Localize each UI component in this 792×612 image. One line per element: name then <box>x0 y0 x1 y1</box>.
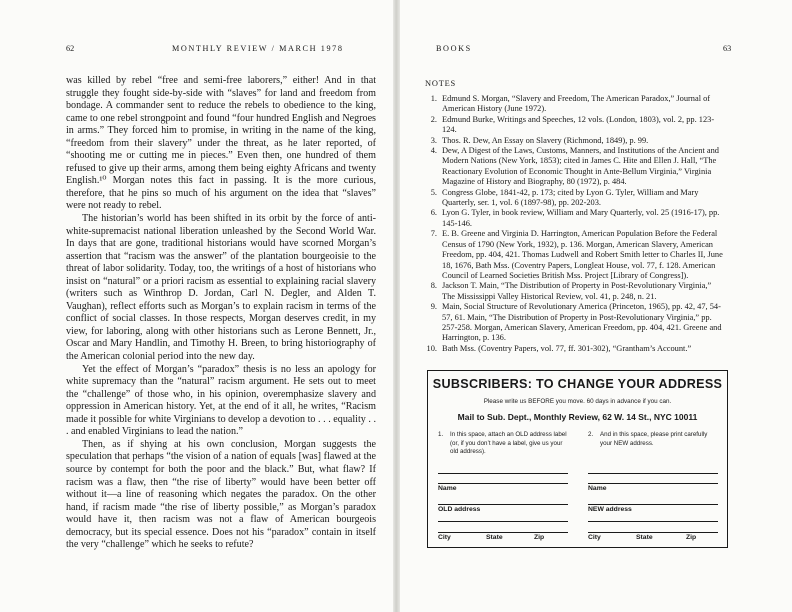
new-address-label: NEW address <box>588 506 632 513</box>
note-item <box>425 344 725 354</box>
running-head-right: BOOKS <box>436 44 472 53</box>
instruction-text: In this space, attach an OLD address label (or, if you don’t have a label, give us your old address). <box>450 431 567 456</box>
note-item <box>425 229 725 281</box>
notes-list <box>425 94 725 354</box>
note-number: 7. <box>430 229 437 239</box>
old-name-line[interactable] <box>438 483 568 484</box>
running-head-left: MONTHLY REVIEW / MARCH 1978 <box>172 44 344 53</box>
new-city-line[interactable] <box>588 532 718 533</box>
note-text: Edmund S. Morgan, “Slavery and Freedom, The American Paradox,” Journal of American History (June 1972). <box>442 94 711 114</box>
paragraph-3: Yet the effect of Morgan’s “paradox” thesis is no less an apology for white supremacy than the “natural” racism argument. He sets out to meet the “challenge” of those who, in his opinion, overemphasize slavery and oppression in American history. Yet, at the end of it all, he writes, “Racism made it possible for white Virginians to develop a devotion to . . . equality . . . and enabled Virginians to lead the nation.” <box>66 363 376 438</box>
new-address-line-2[interactable] <box>588 521 718 522</box>
note-text: Main, Social Structure of Revolutionary America (Princeton, 1965), pp. 42, 47, 54-57, 61. Main, “The Distribution of Property in Post-Revolutionary Virginia,” pp. 257-258. Morgan, American Slavery, American Freedom, pp. 404, 421. Greene and Harrington, p. 136. <box>442 302 722 343</box>
note-number: 1. <box>430 94 437 103</box>
form-subtitle: Please write us BEFORE you move. 60 days in advance if you can. <box>483 398 672 405</box>
instruction-number: 1. <box>438 431 444 438</box>
note-text: E. B. Greene and Virginia D. Harrington, American Population Before the Federal Census of 1790 (New York, 1932), p. 136. Morgan, American Slavery, American Freedom, pp. 404, 421. Thomas Ludwell and Robert Smith letter to Charles II, June 18, 1676, Bath Mss. (Coventry Papers, Longleat House, vol. 77, f. 128. American Council of Learned Societies British Mss. Project [Library of Congress]). <box>442 229 723 280</box>
old-address-rule <box>438 473 568 474</box>
page-number-left: 62 <box>66 44 75 53</box>
form-title: SUBSCRIBERS: TO CHANGE YOUR ADDRESS <box>432 377 723 391</box>
note-number: 5. <box>430 187 437 197</box>
instruction-number: 2. <box>588 431 594 438</box>
note-text: Bath Mss. (Coventry Papers, vol. 77, ff. 301-302), “Grantham’s Account.” <box>442 343 692 353</box>
instruction-text: And in this space, please print carefully your NEW address. <box>600 431 708 447</box>
address-change-form <box>427 370 728 548</box>
new-address-line[interactable] <box>588 504 718 505</box>
note-item <box>425 302 725 344</box>
old-address-label: OLD address <box>438 506 481 513</box>
form-mailing-address: Mail to Sub. Dept., Monthly Review, 62 W. 14 St., NYC 10011 <box>457 412 698 422</box>
notes-heading: NOTES <box>425 79 456 88</box>
note-item <box>425 208 725 229</box>
note-text: Dew, A Digest of the Laws, Customs, Manners, and Institutions of the Ancient and Modern Nations (New York, 1853); cited in James C. Hite and Ellen J. Hall, “The Reactionary Evolution of Economic Thought in Ante-Bellum Virginia,” Virginia Magazine of History and Biography, 80 (1972), p. 484. <box>442 146 719 187</box>
note-number: 4. <box>430 146 437 156</box>
old-city-label: City <box>438 534 451 541</box>
note-number: 6. <box>430 208 437 218</box>
old-city-line[interactable] <box>438 532 568 533</box>
new-zip-label: Zip <box>686 534 697 541</box>
note-text: Thos. R. Dew, An Essay on Slavery (Richmond, 1849), p. 99. <box>442 135 649 145</box>
paragraph-4: Then, as if shying at his own conclusion, Morgan suggests the speculation that perhaps “the vision of a nation of equals [was] flawed at the source by contempt for both the poor and the black.” But, what flaw? If racism was a flaw, then “the rise of liberty” would have been better off without it—a line of reasoning which negates the paradox. On the other hand, if racism made “the rise of liberty possible,” as Morgan’s paradox would have it, then racism was not a flaw of American bourgeois democracy, but its special essence. Does not his “paradox” contain in itself the very “challenge” which he seeks to refute? <box>66 438 376 551</box>
new-name-line[interactable] <box>588 483 718 484</box>
note-number: 8. <box>430 281 437 291</box>
old-zip-label: Zip <box>534 534 545 541</box>
book-gutter <box>393 0 400 612</box>
note-number: 3. <box>430 135 437 145</box>
body-text <box>66 75 376 552</box>
page-number-right: 63 <box>723 44 732 53</box>
new-address-instruction <box>588 431 716 448</box>
old-state-label: State <box>486 534 503 541</box>
new-state-label: State <box>636 534 653 541</box>
note-text: Jackson T. Main, “The Distribution of Property in Post-Revolutionary Virginia,” The Mississippi Valley Historical Review, vol. 41, p. 248, n. 21. <box>442 281 712 301</box>
paragraph-1: was killed by rebel “free and semi-free laborers,” either! And in that struggle they fought side-by-side with “slaves” for land and freedom from bondage. A commander sent to reduce the rebels to obedience to the king, came to one rebel strongpoint and found “four hundred English and Negroes in arms.” They forced him to promise, in writing in the name of the king, “freedom from their slavery” under the threat, as he later reported, of “shooting me or cutting me in pieces.” Even then, one hundred of them refused to give up their arms, among them being eighty Africans and twenty English.¹⁰ Morgan notes this fact in passing. It is the more curious, therefore, that he pins so much of his argument on the idea that “slaves” were not ready to rebel. <box>66 75 376 212</box>
old-address-instruction <box>438 431 571 457</box>
note-item <box>425 281 725 302</box>
note-number: 10. <box>426 343 437 353</box>
old-address-line-2[interactable] <box>438 521 568 522</box>
note-text: Edmund Burke, Writings and Speeches, 12 vols. (London, 1803), vol. 2, pp. 123-124. <box>442 114 715 135</box>
note-item <box>425 136 725 146</box>
note-item <box>425 94 725 115</box>
paragraph-2: The historian’s world has been shifted in its orbit by the force of anti-white-supremacist national liberation unleashed by the Second World War. In days that are gone, traditional historians would have scorned Morgan’s assertion that “racism was the answer” of the plantation bourgeoisie to the threat of labor solidarity. Today, too, the writings of a host of historians who insist on “natural” or a priori racism as essential to explaining racial slavery (writers such as Winthrop D. Jordan, Carl N. Degler, and Alden T. Vaughan), reflect efforts such as Morgan’s to explain racism in terms of the conflict of social classes. In those respects, Morgan deserves credit, in my view, for laboring, along with other historians such as Lerone Bennett, Jr., Oscar and Mary Handlin, and Timothy H. Breen, to bring historiography of the American colonial period into the new day. <box>66 213 376 363</box>
note-text: Lyon G. Tyler, in book review, William and Mary Quarterly, vol. 25 (1916-17), pp. 145-146. <box>442 208 720 228</box>
note-number: 2. <box>430 114 437 124</box>
old-name-label: Name <box>438 485 457 492</box>
note-item <box>425 188 725 209</box>
note-number: 9. <box>430 302 437 312</box>
note-item <box>425 146 725 188</box>
note-text: Congress Globe, 1841-42, p. 173; cited by Lyon G. Tyler, William and Mary Quarterly, ser. 1, vol. 6 (1897-98), pp. 202-203. <box>442 187 699 208</box>
note-item <box>425 115 725 136</box>
new-city-label: City <box>588 534 601 541</box>
new-address-rule <box>588 473 718 474</box>
new-name-label: Name <box>588 485 607 492</box>
old-address-line[interactable] <box>438 504 568 505</box>
